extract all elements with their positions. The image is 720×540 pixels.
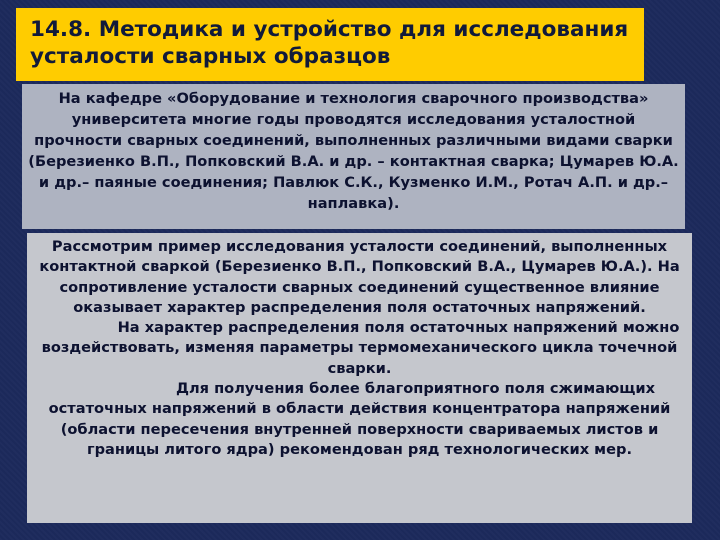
title-banner [16, 8, 644, 81]
intro-paragraph: На кафедре «Оборудование и технология сварочного производства» университета многие годы проводятся исследования усталостной прочности сварных соединений, выполненных различными видами сварки (Березиенко В.П., Попковский В.А. и др. – контактная сварка; Цумарев Ю.А. и др.– паяные соединения; Павлюк С.К., Кузменко И.М., Ротач А.П. и др.– наплавка). [28, 90, 679, 212]
example-paragraph-2-wrap [37, 318, 682, 379]
example-paragraph-3-wrap [37, 379, 682, 460]
example-paragraph-3: Для получения более благоприятного поля сжимающих остаточных напряжений в области действия концентратора напряжений (области пересечения внутренней поверхности свариваемых листов и границы литого ядра) рекомендован ряд технологических мер. [48, 380, 671, 458]
slide-title: 14.8. Методика и устройство для исследования усталости сварных образцов [30, 17, 629, 69]
intro-text-panel [22, 84, 685, 229]
example-paragraph-1: Рассмотрим пример исследования усталости соединений, выполненных контактной сваркой (Березиенко В.П., Попковский В.А., Цумарев Ю.А.). На сопротивление усталости сварных соединений существенное влияние оказывает характер распределения поля остаточных напряжений. [39, 238, 680, 316]
example-text-panel [27, 233, 692, 523]
example-paragraph-2: На характер распределения поля остаточных напряжений можно воздействовать, изменяя параметры термомеханического цикла точечной сварки. [41, 319, 680, 377]
